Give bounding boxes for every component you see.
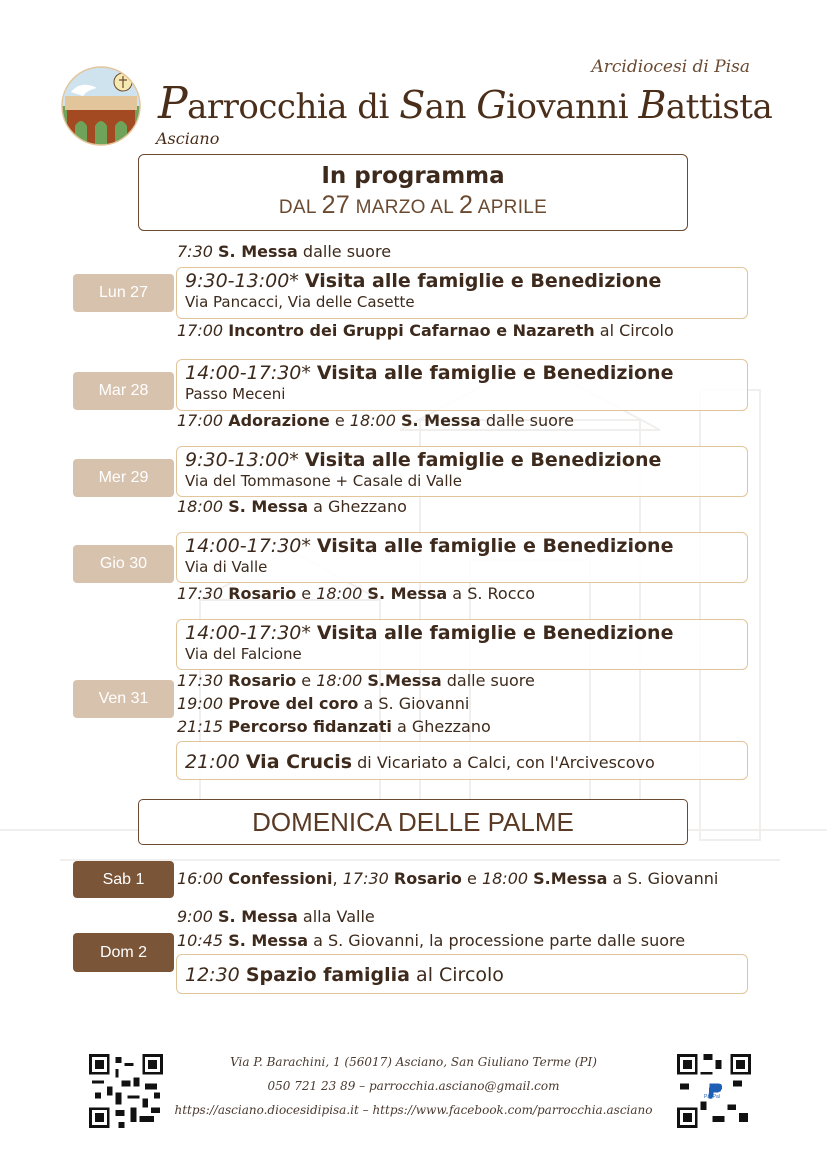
day-tab-lun: Lun 27: [73, 274, 174, 312]
footer-phone-email[interactable]: 050 721 23 89 – parrocchia.asciano@gmail.com: [267, 1079, 560, 1093]
event-card: 9:30-13:00* Visita alle famiglie e Benedizione Via del Tommasone + Casale di Valle: [176, 446, 748, 497]
event-line: 17:00 Incontro dei Gruppi Cafarnao e Nazareth al Circolo: [177, 321, 674, 340]
event-line: 19:00 Prove del coro a S. Giovanni: [177, 694, 470, 713]
footer-contacts: [160, 1050, 667, 1122]
qr-code-paypal-icon[interactable]: [677, 1054, 751, 1128]
program-date-range: DAL 27 MARZO AL 2 APRILE: [278, 191, 548, 219]
program-header-box: [138, 154, 688, 231]
qr-code-website-icon[interactable]: [89, 1054, 163, 1128]
paypal-label: PayPal: [704, 1094, 720, 1100]
day-tab-mer: Mer 29: [73, 459, 174, 497]
parish-name: Parrocchia di San Giovanni Battista: [158, 78, 773, 129]
event-line: 7:30 S. Messa dalle suore: [177, 242, 392, 261]
event-card: 12:30 Spazio famiglia al Circolo: [176, 954, 748, 994]
day-tab-mar: Mar 28: [73, 372, 174, 410]
event-card: 21:00 Via Crucis di Vicariato a Calci, con l'Arcivescovo: [176, 741, 748, 780]
event-card: 9:30-13:00* Visita alle famiglie e Benedizione Via Pancacci, Via delle Casette: [176, 267, 748, 319]
event-card: 14:00-17:30* Visita alle famiglie e Benedizione Via del Falcione: [176, 619, 748, 670]
event-line: 9:00 S. Messa alla Valle: [177, 907, 375, 926]
footer-address: Via P. Barachini, 1 (56017) Asciano, San Giuliano Terme (PI): [230, 1055, 597, 1069]
event-line: 17:30 Rosario e 18:00 S.Messa dalle suore: [177, 671, 535, 690]
parish-logo: [61, 62, 141, 150]
day-tab-dom: Dom 2: [73, 933, 174, 972]
event-line: 16:00 Confessioni, 17:30 Rosario e 18:00 S.Messa a S. Giovanni: [177, 869, 719, 888]
event-line: 17:00 Adorazione e 18:00 S. Messa dalle suore: [177, 411, 574, 430]
section-title-box: DOMENICA DELLE PALME: [138, 799, 688, 845]
day-tab-ven: Ven 31: [73, 680, 174, 718]
town-name: Asciano: [156, 129, 220, 148]
day-tab-sab: Sab 1: [73, 861, 174, 898]
event-line: 17:30 Rosario e 18:00 S. Messa a S. Rocco: [177, 584, 536, 603]
footer-links[interactable]: https://asciano.diocesidipisa.it – https://www.facebook.com/parrocchia.asciano: [174, 1103, 653, 1117]
event-card: 14:00-17:30* Visita alle famiglie e Benedizione Via di Valle: [176, 532, 748, 583]
event-line: 18:00 S. Messa a Ghezzano: [177, 497, 407, 516]
event-card: 14:00-17:30* Visita alle famiglie e Benedizione Passo Meceni: [176, 359, 748, 411]
day-tab-gio: Gio 30: [73, 545, 174, 583]
event-line: 10:45 S. Messa a S. Giovanni, la processione parte dalle suore: [177, 931, 686, 950]
diocese-name: Arcidiocesi di Pisa: [591, 57, 750, 77]
event-line: 21:15 Percorso fidanzati a Ghezzano: [177, 717, 491, 736]
program-title: In programma: [321, 163, 505, 189]
